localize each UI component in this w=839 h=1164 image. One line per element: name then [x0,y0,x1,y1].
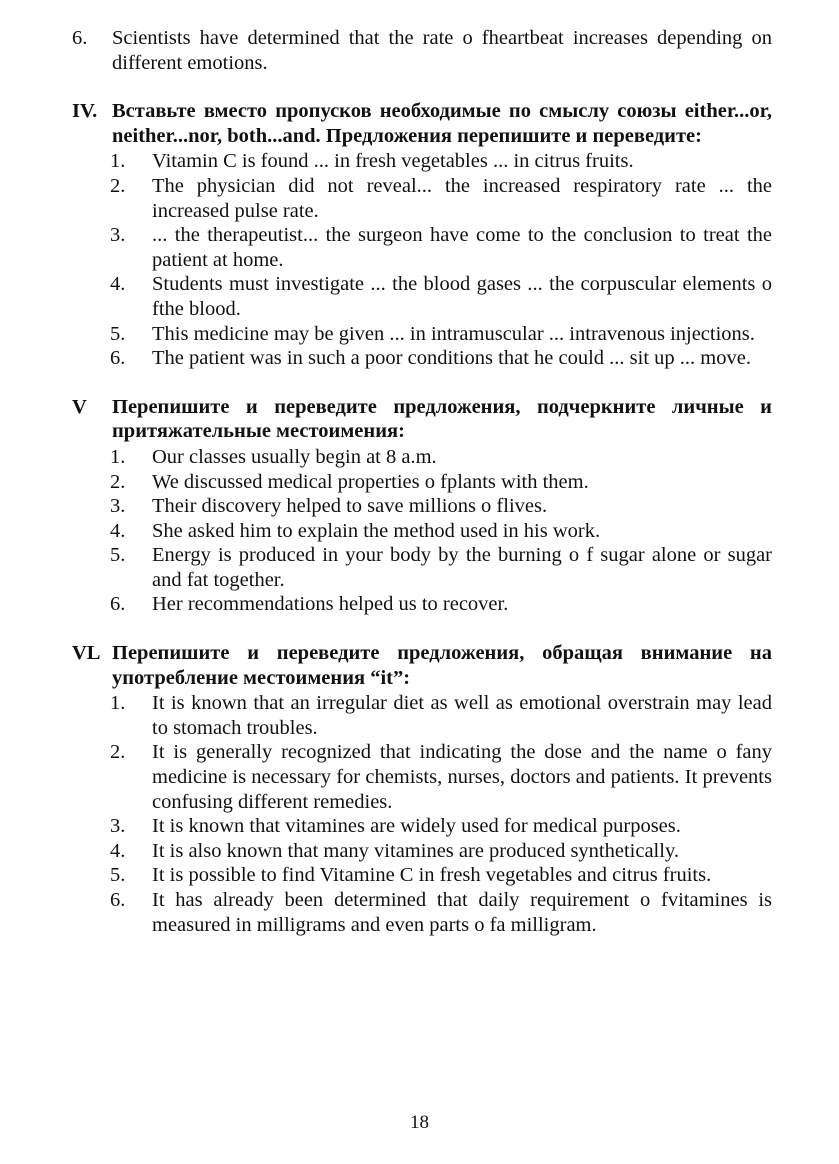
list-item-text: It is known that vitamines are widely used for medical purposes. [152,815,681,838]
list-item-number: 5. [110,864,126,887]
exercise-list [72,149,772,370]
list-item-number: 4. [110,519,126,542]
list-item [72,149,772,174]
list-item-number: 1. [110,445,126,468]
list-item-text: Her recommendations helped us to recover. [152,593,509,616]
section-heading [72,641,772,690]
list-item-number: 6. [110,347,126,370]
list-item [72,445,772,470]
list-item-text: This medicine may be given ... in intramuscular ... intravenous injections. [152,322,755,345]
list-item [72,543,772,592]
list-item [72,691,772,740]
exercise-list [72,691,772,937]
list-item [72,839,772,864]
list-item-text: We discussed medical properties o fplants with them. [152,470,589,493]
list-item [72,272,772,321]
section-v [72,395,772,617]
list-item-text: She asked him to explain the method used in his work. [152,519,601,542]
list-item [72,494,772,519]
list-item-text: It is generally recognized that indicating the dose and the name o fany medicine is necessary for chemists, nurses, doctors and patients. It prevents confusing different remedies. [152,741,772,813]
list-item-text: ... the therapeutist... the surgeon have come to the conclusion to treat the patient at home. [152,224,772,271]
list-item-number: 1. [110,692,126,715]
list-item-text: It is known that an irregular diet as well as emotional overstrain may lead to stomach troubles. [152,692,772,739]
list-item-number: 2. [110,174,126,197]
list-item-number: 3. [110,224,126,247]
list-item [72,346,772,371]
section-instruction: Перепишите и переведите предложения, обращая внимание на употребление местоимения “it”: [112,642,772,689]
list-item-text: It has already been determined that daily requirement o fvitamines is measured in milligrams and even parts o fa milligram. [152,889,772,936]
intro-item-number: 6. [72,27,88,49]
section-instruction: Вставьте вместо пропусков необходимые по смыслу союзы either...or, neither...nor, both...and. Предложения перепишите и переведите: [112,100,772,147]
list-item-number: 4. [110,273,126,296]
list-item [72,470,772,495]
list-item-number: 5. [110,322,126,345]
section-heading [72,99,772,148]
list-item-number: 3. [110,495,126,518]
list-item [72,322,772,347]
intro-item-text: Scientists have determined that the rate o fheartbeat increases depending on different emotions. [112,27,772,74]
list-item-text: Students must investigate ... the blood gases ... the corpuscular elements o fthe blood. [152,273,772,320]
list-item-text: Energy is produced in your body by the burning o f sugar alone or sugar and fat together. [152,544,772,591]
list-item-text: The physician did not reveal... the increased respiratory rate ... the increased pulse rate. [152,174,772,222]
section-vi [72,641,772,937]
section-numeral: IV. [72,100,98,123]
page-number: 18 [410,1112,429,1133]
list-item-number: 5. [110,544,126,567]
exercise-list [72,445,772,617]
list-item [72,223,772,272]
list-item [72,888,772,937]
intro-item [72,26,772,75]
section-numeral: V [72,395,87,418]
list-item-number: 4. [110,839,126,862]
section-numeral: VL [72,642,101,665]
list-item-text: Our classes usually begin at 8 a.m. [152,445,437,468]
list-item-number: 3. [110,815,126,838]
list-item [72,174,772,223]
list-item-text: It is possible to find Vitamine C in fresh vegetables and citrus fruits. [152,864,712,887]
list-item [72,814,772,839]
list-item-number: 2. [110,741,126,764]
list-item-text: It is also known that many vitamines are produced synthetically. [152,839,679,862]
list-item-number: 1. [110,150,126,173]
list-item-number: 2. [110,470,126,493]
list-item [72,740,772,814]
list-item [72,863,772,888]
list-item-text: Vitamin C is found ... in fresh vegetables ... in citrus fruits. [152,150,634,173]
list-item-text: The patient was in such a poor conditions that he could ... sit up ... move. [152,347,751,370]
page-content [72,26,772,937]
list-item-text: Their discovery helped to save millions o flives. [152,495,548,518]
section-iv [72,99,772,371]
list-item-number: 6. [110,889,126,911]
section-instruction: Перепишите и переведите предложения, подчеркните личные и притяжательные местоимения: [112,395,772,443]
section-heading [72,395,772,444]
list-item-number: 6. [110,593,126,616]
list-item [72,592,772,617]
list-item [72,519,772,544]
